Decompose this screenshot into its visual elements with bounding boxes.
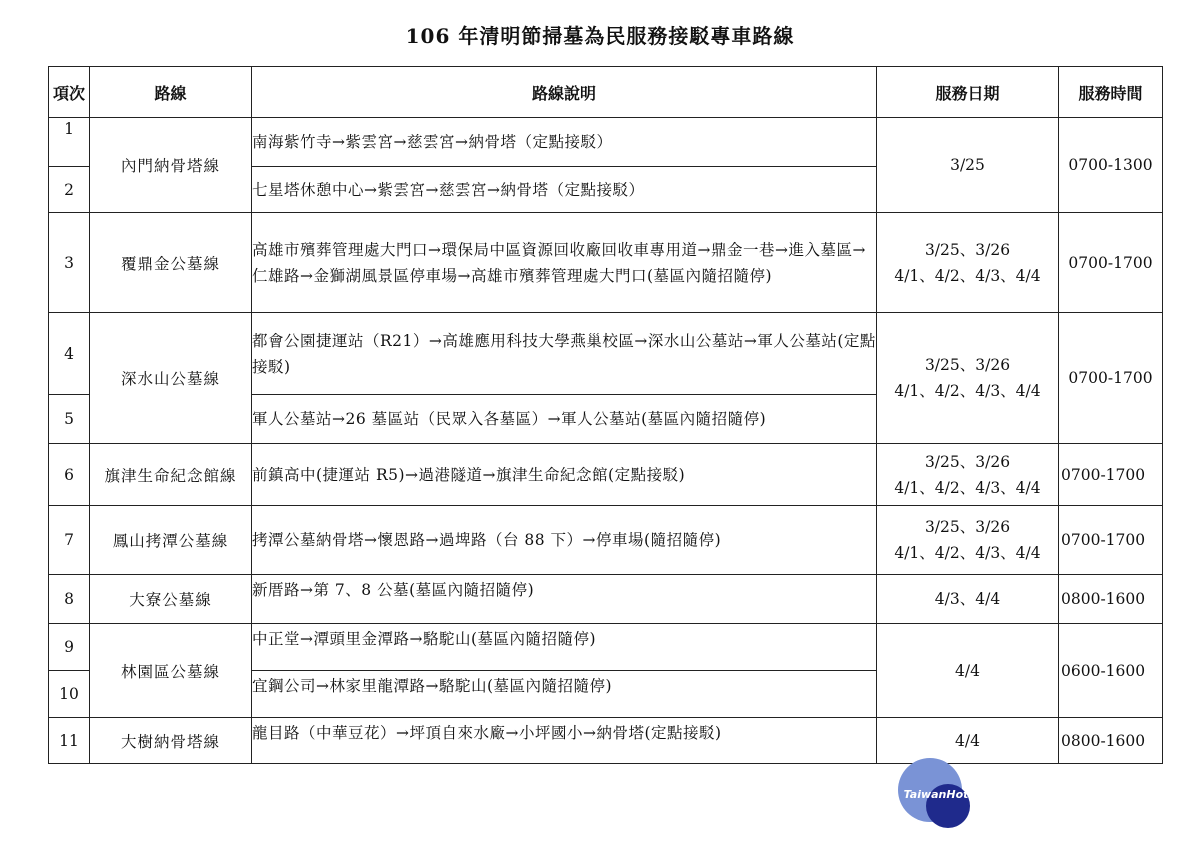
route-description: 軍人公墓站→26 墓區站（民眾入各墓區）→軍人公墓站(墓區內隨招隨停) — [252, 395, 877, 444]
logo-text: TaiwanHot — [903, 788, 969, 801]
table-header-row — [49, 67, 1163, 118]
route-description: 拷潭公墓納骨塔→懷恩路→過埤路（台 88 下）→停車場(隨招隨停) — [252, 506, 877, 575]
table-row — [49, 506, 1163, 575]
service-date: 3/25、3/26 4/1、4/2、4/3、4/4 — [877, 444, 1059, 506]
route-description: 宜鋼公司→林家里龍潭路→駱駝山(墓區內隨招隨停) — [252, 671, 877, 718]
service-date: 4/4 — [877, 718, 1059, 764]
service-date: 3/25、3/26 4/1、4/2、4/3、4/4 — [877, 213, 1059, 313]
row-no: 11 — [49, 718, 90, 764]
table-row — [49, 313, 1163, 395]
route-description: 高雄市殯葬管理處大門口→環保局中區資源回收廠回收車專用道→鼎金一巷→進入墓區→仁雄路→金獅湖風景區停車場→高雄市殯葬管理處大門口(墓區內隨招隨停) — [252, 213, 877, 313]
route-line-name: 深水山公墓線 — [90, 313, 252, 444]
service-date: 3/25 — [877, 118, 1059, 213]
route-description: 龍目路（中華豆花）→坪頂自來水廠→小坪國小→納骨塔(定點接駁) — [252, 718, 877, 764]
route-line-name: 林園區公墓線 — [90, 624, 252, 718]
route-description: 中正堂→潭頭里金潭路→駱駝山(墓區內隨招隨停) — [252, 624, 877, 671]
route-line-name: 覆鼎金公墓線 — [90, 213, 252, 313]
route-description: 新厝路→第 7、8 公墓(墓區內隨招隨停) — [252, 575, 877, 624]
row-no: 2 — [49, 167, 90, 213]
route-line-name: 大寮公墓線 — [90, 575, 252, 624]
table-row — [49, 624, 1163, 671]
service-time: 0800-1600 — [1059, 575, 1163, 624]
row-no: 1 — [49, 118, 90, 167]
route-line-name: 鳳山拷潭公墓線 — [90, 506, 252, 575]
route-line-name: 旗津生命紀念館線 — [90, 444, 252, 506]
service-time: 0700-1700 — [1059, 213, 1163, 313]
header-time: 服務時間 — [1059, 67, 1163, 118]
header-desc: 路線說明 — [252, 67, 877, 118]
service-date: 3/25、3/26 4/1、4/2、4/3、4/4 — [877, 506, 1059, 575]
route-line-name: 大樹納骨塔線 — [90, 718, 252, 764]
service-date: 4/3、4/4 — [877, 575, 1059, 624]
route-description: 南海紫竹寺→紫雲宮→慈雲宮→納骨塔（定點接駁） — [252, 118, 877, 167]
route-description: 都會公園捷運站（R21）→高雄應用科技大學燕巢校區→深水山公墓站→軍人公墓站(定點接駁) — [252, 313, 877, 395]
table-row — [49, 444, 1163, 506]
taiwanhot-logo-icon — [896, 756, 976, 828]
service-date: 3/25、3/26 4/1、4/2、4/3、4/4 — [877, 313, 1059, 444]
row-no: 3 — [49, 213, 90, 313]
page-title: 106 年清明節掃墓為民服務接駁專車路線 — [405, 24, 795, 48]
header-line: 路線 — [90, 67, 252, 118]
route-description: 七星塔休憩中心→紫雲宮→慈雲宮→納骨塔（定點接駁） — [252, 167, 877, 213]
route-table — [48, 66, 1163, 764]
row-no: 9 — [49, 624, 90, 671]
service-time: 0700-1300 — [1059, 118, 1163, 213]
row-no: 7 — [49, 506, 90, 575]
table-row — [49, 213, 1163, 313]
service-time: 0800-1600 — [1059, 718, 1163, 764]
row-no: 4 — [49, 313, 90, 395]
service-time: 0600-1600 — [1059, 624, 1163, 718]
header-no: 項次 — [49, 67, 90, 118]
row-no: 5 — [49, 395, 90, 444]
route-line-name: 內門納骨塔線 — [90, 118, 252, 213]
row-no: 10 — [49, 671, 90, 718]
service-date: 4/4 — [877, 624, 1059, 718]
table-row — [49, 718, 1163, 764]
service-time: 0700-1700 — [1059, 444, 1163, 506]
row-no: 8 — [49, 575, 90, 624]
service-time: 0700-1700 — [1059, 506, 1163, 575]
route-description: 前鎮高中(捷運站 R5)→過港隧道→旗津生命紀念館(定點接駁) — [252, 444, 877, 506]
table-row — [49, 118, 1163, 167]
service-time: 0700-1700 — [1059, 313, 1163, 444]
row-no: 6 — [49, 444, 90, 506]
header-date: 服務日期 — [877, 67, 1059, 118]
table-row — [49, 575, 1163, 624]
